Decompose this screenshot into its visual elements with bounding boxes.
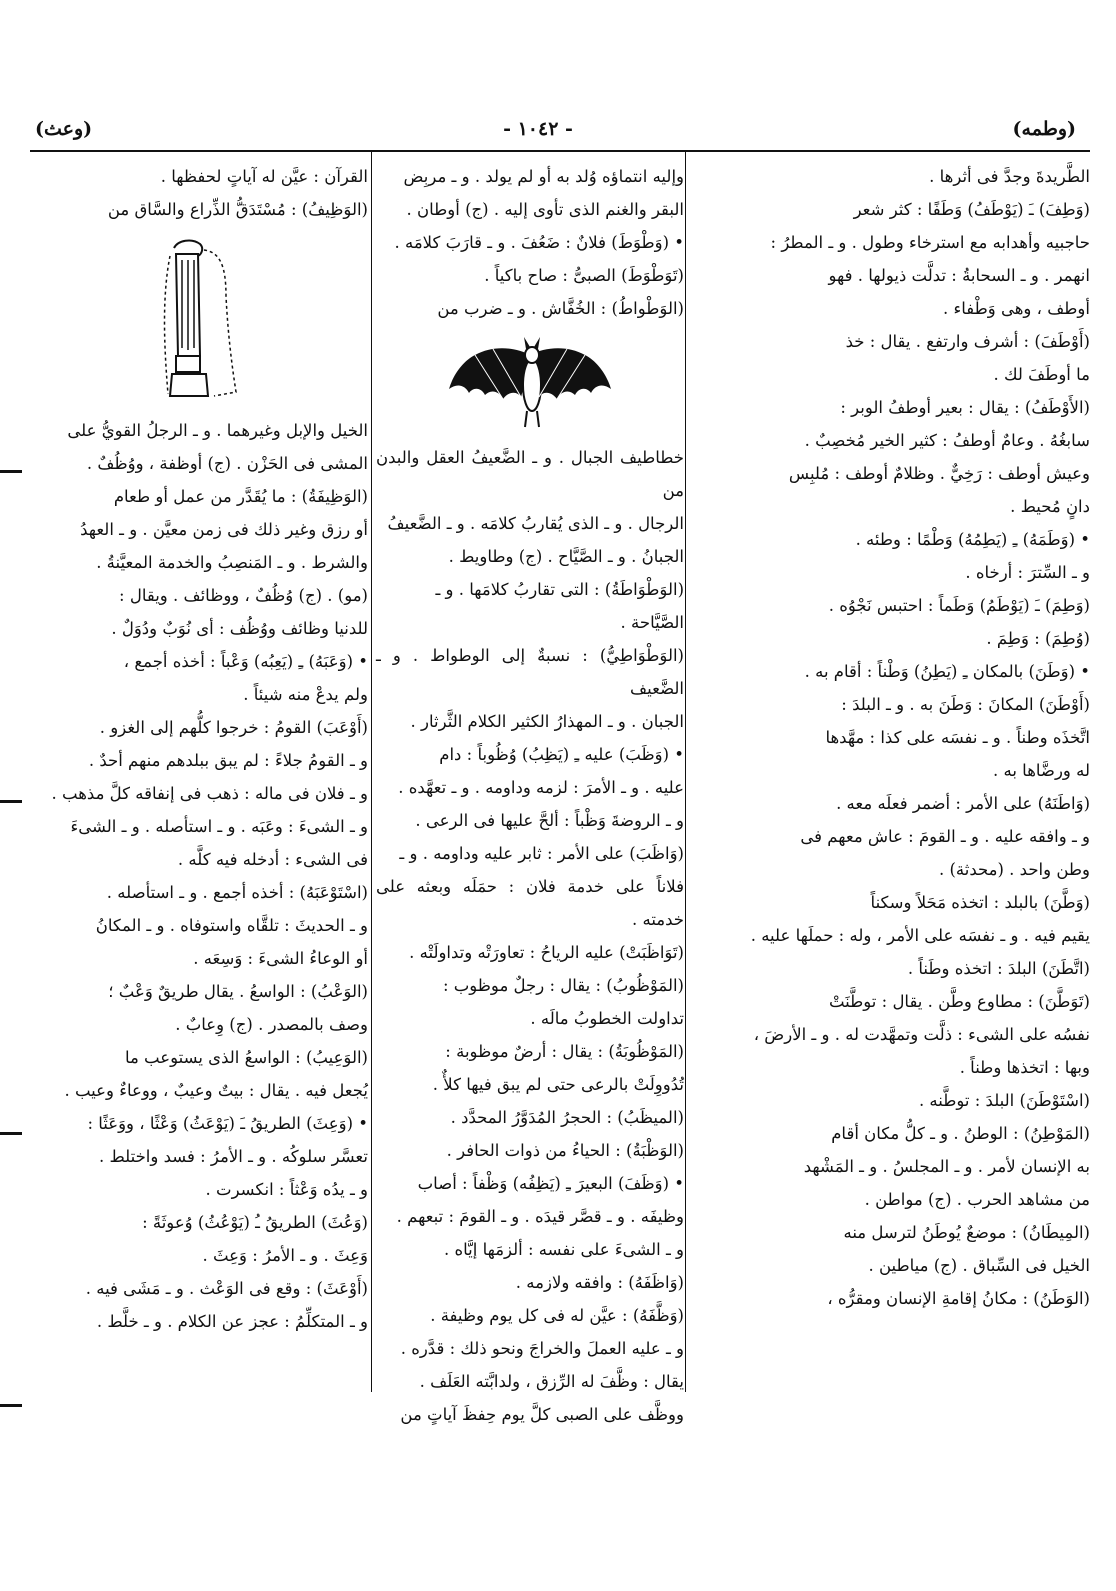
entry-line: أو رزق وغير ذلك فى زمن معيَّن . و ـ العهدُ	[80, 520, 368, 539]
horse-leg-icon	[144, 236, 254, 406]
entry-line: و ـ الحديثَ : تلقَّاه واستوفاه . و ـ المكانُ	[95, 916, 368, 935]
entry-line: و ـ فلان فى ماله : ذهب فى إنفاقه كلَّ مذهب .	[51, 784, 368, 803]
column-middle	[376, 160, 684, 1424]
entry-line: الجبانُ . و ـ الصَّيَّاح . (ج) وطاويط .	[448, 547, 684, 566]
page-header	[0, 112, 1116, 152]
entry-line: تداولت الخطوبُ مالَه .	[530, 1009, 684, 1028]
page-number: - ١٠٤٢ -	[503, 118, 573, 140]
entry-line: نفسُه على الشىء : ذلَّت وتمهَّدت له . و ـ الأرضَ ،	[753, 1025, 1090, 1044]
entry-line: (اسْتَوْعَبَهُ) : أخذه أجمع . و ـ استأصله .	[106, 883, 368, 902]
column-right	[690, 160, 1090, 1392]
entry-line: القرآن : عيَّن له آياتٍ لحفظها .	[160, 167, 368, 186]
entry-line: (المَوْطِنُ) : الوطنُ . و ـ كلُّ مكان أقام	[831, 1124, 1090, 1143]
entry-line: اتَّخذَه وطناً . و ـ نفسَه على كذا : مهَّدها	[825, 728, 1090, 747]
entry-line: يقال : وظَّفَ له الرِّزق ، ولدابَّته العَلَف .	[419, 1372, 684, 1391]
entry-line: (أَوْطَنَ) المكانَ : وَطَنَ به . و ـ البلدَ :	[841, 695, 1090, 714]
entry-line: (وَطَّنَ) بالبلد : اتخذه مَحَلاً وسكناً	[870, 893, 1090, 912]
entry-line: الصَّيَّاحة .	[620, 613, 684, 632]
entry-line: (وَظَّفَهُ) : عيَّن له فى كل يوم وظيفة .	[430, 1306, 684, 1325]
entry-line: الخيل والإبل وغيرهما . و ـ الرجلُ القويُّ على	[67, 421, 368, 440]
entry-line: • (وَطَمَهُ) ـِ (يَطِمُهُ) وَطْمًا : وطئه .	[855, 530, 1090, 549]
entry-line: (وَاطَنَهُ) على الأمر : أضمر فعلَه معه .	[836, 794, 1090, 813]
entry-line: (الأَوْطَفُ) : يقال : بعير أوطفُ الوبر :	[840, 398, 1090, 417]
entry-line: ولم يدعْ منه شيئاً .	[243, 685, 368, 704]
entry-line: و ـ عليه العملَ والخراجَ ونحو ذلك : قدَّره .	[400, 1339, 684, 1358]
entry-line: و ـ القومُ جلاءً : لم يبق ببلدهم منهم أحدٌ .	[88, 751, 368, 770]
entry-line: وظيفَه . و ـ قصَّر قيدَه . و ـ القومَ : تبعهم .	[396, 1207, 684, 1226]
entry-line: والشرط . و ـ المَنصِبُ والخدمة المعيَّنةُ .	[96, 553, 368, 572]
edge-mark	[0, 1404, 22, 1407]
entry-line: أوطف ، وهى وَطْفاء .	[943, 299, 1090, 318]
entry-line: يُجعل فيه . يقال : بيتٌ وعيبٌ ، ووعاءٌ وعيب .	[64, 1081, 368, 1100]
entry-line: ما أوطَفَ لك .	[993, 365, 1090, 384]
entry-line: و ـ المتكلِّمُ : عجز عن الكلام . و ـ خلَّط .	[96, 1312, 368, 1331]
entry-line: الرجال . و ـ الذى يُقاربُ كلامَه . و ـ الضَّعيفُ	[387, 514, 684, 533]
entry-line: تُدُووِلَتْ بالرعى حتى لم يبق فيها كلأٌ .	[432, 1075, 684, 1094]
entry-line: • (وَظَبَ) عليه ـِ (يَظِبُ) وُظُوباً : دام	[439, 745, 684, 764]
entry-line: وَعِثَ . و ـ الأمرُ : وَعِثَ .	[202, 1246, 368, 1265]
entry-line: (الوَعْبُ) : الواسعُ . يقال طريقٌ وَعْبٌ ؛	[108, 982, 368, 1001]
entry-line: وطن واحد . (محدثة) .	[938, 860, 1090, 879]
entry-line: (مو) . (ج) وُظُفٌ ، ووظائف . ويقال :	[119, 586, 368, 605]
entry-line: • (وَطَنَ) بالمكان ـِ (يَطِنُ) وَطْناً : أقام به .	[804, 662, 1090, 681]
entry-line: (تَوَاظَبَتْ) عليه الرياحُ : تعاورَتْه وتداولَتْه .	[409, 943, 684, 962]
bat-illustration	[376, 327, 684, 439]
entry-line: (الوَطْوَاطِيُّ) : نسبةٌ إلى الوطواط . و ـ الضَّعيف	[376, 646, 684, 698]
entry-line: (اسْتَوْطَنَ) البلدَ : توطَّنه .	[918, 1091, 1090, 1110]
entry-line: (الوَطَنُ) : مكانُ إقامةِ الإنسان ومقرُّه ،	[827, 1289, 1090, 1308]
entry-line: (المِيطَانُ) : موضعٌ يُوطَنُ لترسل منه	[843, 1223, 1090, 1242]
entry-line: و ـ يدُه وَعْثاً : انكسرت .	[205, 1180, 368, 1199]
entry-line: (الميظَبُ) : الحجرُ المُدَوَّرُ المحدَّد .	[450, 1108, 684, 1127]
entry-line: و ـ الشىءَ على نفسه : ألزمَها إيَّاه .	[443, 1240, 684, 1259]
entry-line: (أَوْعَبَ) القومُ : خرجوا كلُّهم إلى الغزو .	[99, 718, 368, 737]
entry-line: فلاناً على خدمة فلان : حمَلَه وبعثه على خدمته .	[376, 877, 684, 929]
entry-line: (تَوَطْوَطَ) الصبىُّ : صاح باكياً .	[484, 266, 684, 285]
entry-line: (وَعُثَ) الطريقُ ـُ (يَوْعُثُ) وُعوثَةً :	[142, 1213, 368, 1232]
entry-line: و ـ السِّترَ : أرخاه .	[965, 563, 1090, 582]
header-rule	[30, 150, 1090, 152]
column-divider	[685, 152, 686, 1392]
entry-line: (المَوْظُوبَةُ) : يقال : أرضٌ موظوبة :	[445, 1042, 684, 1061]
entry-line: البقر والغنم الذى تأوى إليه . (ج) أوطان .	[406, 200, 684, 219]
edge-mark	[0, 800, 22, 803]
right-guide-word: (وطمه)	[1012, 118, 1076, 140]
entry-line: (وَطِفَ) ـَ (يَوْطَفُ) وَطَفًا : كثر شعر	[853, 200, 1090, 219]
entry-line: انهمر . و ـ السحابةُ : تدلَّت ذيولها . فهو	[828, 266, 1090, 285]
entry-line: للدنيا وظائف ووُظُف : أى نُوَبٌ ودُوَلٌ .	[111, 619, 368, 638]
entry-line: (اتَّطَنَ) البلدَ : اتخذه وطَناً .	[907, 959, 1090, 978]
entry-line: خطاطيف الجبال . و ـ الضَّعيفُ العقل والبدن من	[376, 448, 684, 500]
entry-line: يقيم فيه . و ـ نفسَه على الأمر ، وله : حملَها عليه .	[750, 926, 1090, 945]
entry-line: وصف بالمصدر . (ج) وِعابٌ .	[175, 1015, 368, 1034]
entry-line: (الوَظِيفُ) : مُسْتَدَقُّ الذِّراع والسَّاق من	[107, 200, 368, 219]
entry-line: وبها : اتخذها وطناً .	[959, 1058, 1090, 1077]
edge-mark	[0, 470, 22, 473]
entry-line: (أَوْطَفَ) : أشرف وارتفع . يقال : خذ	[845, 332, 1090, 351]
entry-line: المشى فى الحَزْن . (ج) أوظفة ، ووُظُفٌ .	[86, 454, 368, 473]
entry-line: و ـ الروضةَ وَظْباً : ألحَّ عليها فى الرعى .	[415, 811, 684, 830]
entry-line: (الوَطْوَاطَةُ) : التى تقاربُ كلامَها . و ـ	[435, 580, 684, 599]
entry-line: • (وَطْوَطَ) فلانٌ : ضَعُفَ . و ـ قارَبَ كلامَه .	[394, 233, 684, 252]
entry-line: وعيش أوطف : رَخِيٌّ . وظلامٌ أوطف : مُلبِس	[788, 464, 1090, 483]
entry-line: (وَاظَبَ) على الأمر : ثابر عليه وداومه . و ـ	[399, 844, 684, 863]
entry-line: الطَّريدةَ وجدَّ فى أثرها .	[929, 167, 1090, 186]
entry-line: (الوَطْواطُ) : الخُفَّاش . و ـ ضرب من	[437, 299, 684, 318]
column-divider	[371, 152, 372, 1392]
edge-mark	[0, 1132, 22, 1135]
entry-line: (المَوْظُوبُ) : يقال : رجلٌ موظوب :	[442, 976, 684, 995]
entry-line: و ـ وافقه عليه . و ـ القومَ : عاش معهم فى	[800, 827, 1090, 846]
entry-line: الجبان . و ـ المهذارُ الكثير الكلام الثَّرثار .	[410, 712, 684, 731]
left-guide-word: (وعث)	[35, 118, 93, 140]
entry-line: أو الوعاءُ الشىءَ : وَسِعَه .	[193, 949, 368, 968]
entry-line: من مشاهد الحرب . (ج) مواطن .	[864, 1190, 1090, 1209]
entry-line: (الوَظْبَةُ) : الحياءُ من ذوات الحافر .	[446, 1141, 684, 1160]
leg-illustration	[30, 232, 368, 410]
entry-line: له ورضَّاها به .	[993, 761, 1090, 780]
entry-line: ووظَّف على الصبى كلَّ يوم حِفظَ آياتٍ من	[400, 1405, 684, 1424]
entry-line: (وُطِمَ) : وَطِمَ .	[986, 629, 1090, 648]
entry-line: (الوَعِيبُ) : الواسعُ الذى يستوعب ما	[124, 1048, 368, 1067]
entry-line: تعسَّر سلوكُه . و ـ الأمرُ : فسد واختلط .	[98, 1147, 368, 1166]
entry-line: و ـ الشىءَ : وعَبَه . و ـ استأصله . و ـ الشىءَ	[70, 817, 368, 836]
entry-line: الخيل فى السِّباق . (ج) مياطين .	[868, 1256, 1090, 1275]
entry-line: (الوَظِيفَةُ) : ما يُقَدَّر من عمل أو طعام	[113, 487, 368, 506]
entry-line: (أَوْعَثَ) : وقع فى الوَعْث . و ـ مَشَى فيه .	[85, 1279, 368, 1298]
entry-line: عليه . و ـ الأمرَ : لزمه وداومه . و ـ تعهَّده .	[398, 778, 684, 797]
entry-line: • (وَعِثَ) الطريقُ ـَ (يَوْعَثُ) وَعْثًا ، ووَعَثًا :	[87, 1114, 368, 1133]
entry-line: • (وَظَفَ) البعيرَ ـِ (يَظِفُه) وَظْفاً : أصاب	[417, 1174, 684, 1193]
entry-line: فى الشىء : أدخله فيه كلَّه .	[177, 850, 368, 869]
entry-line: حاجبيه وأهدابه مع استرخاء وطول . و ـ المطرُ :	[770, 233, 1090, 252]
column-left	[30, 160, 368, 1392]
entry-line: (وَاظَفَهُ) : وافقه ولازمه .	[515, 1273, 684, 1292]
entry-line: سابغُهُ . وعامٌ أوطفُ : كثير الخير مُخصِبٌ .	[804, 431, 1090, 450]
entry-line: دانٍ مُحيط .	[1010, 497, 1090, 516]
entry-line: (تَوَطَّنَ) : مطاوع وطَّن . يقال : توطَّنَتْ	[828, 992, 1090, 1011]
entry-line: به الإنسان لأمر . و ـ المجلسُ . و ـ المَشْهد	[803, 1157, 1090, 1176]
bat-icon	[445, 333, 615, 433]
entry-line: • (وَعَبَهُ) ـِ (يَعِبُه) وَعْباً : أخذه أجمع ،	[123, 652, 368, 671]
entry-line: (وَطِمَ) ـَ (يَوْطَمُ) وَطَماً : احتبس نَجْوُه .	[828, 596, 1090, 615]
entry-line: وإليه انتماؤه وُلد به أو لم يولد . و ـ مربِض	[403, 167, 684, 186]
